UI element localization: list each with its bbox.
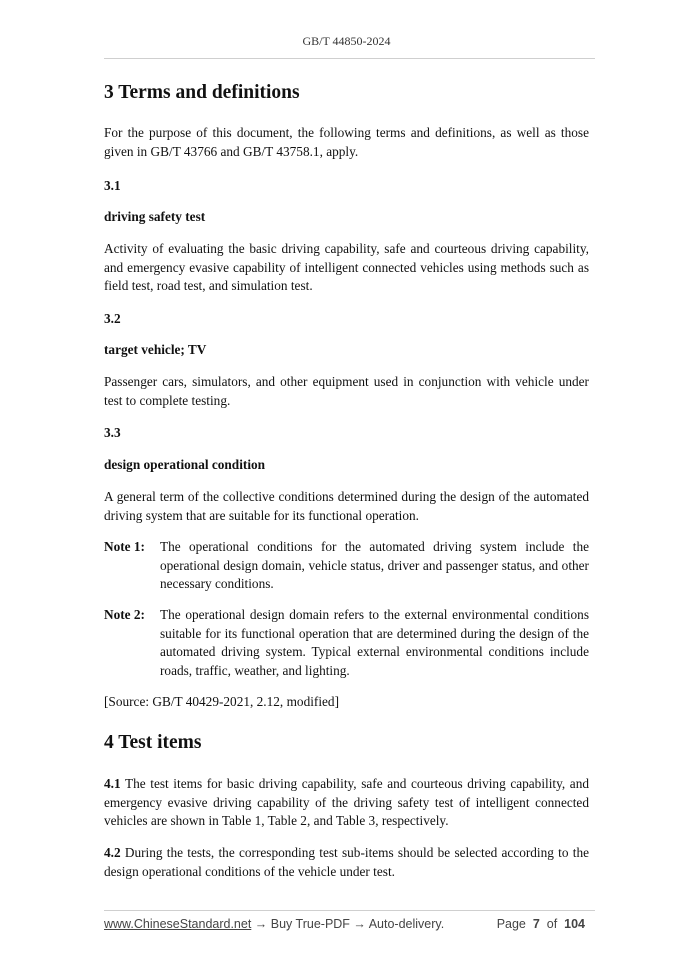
note-2-label: Note 2: [104,607,145,622]
clause-4-1-number: 4.1 [104,776,121,791]
clause-4-2-number: 4.2 [104,845,121,860]
page-total: 104 [564,917,585,931]
promo-text: → Buy True-PDF → Auto-delivery. [251,917,445,931]
note-1-label: Note 1: [104,539,145,554]
site-link[interactable]: www.ChineseStandard.net [104,917,252,931]
page-number [497,917,585,931]
term-3-1-definition: Activity of evaluating the basic driving capability, safe and courteous driving capability, and emergency evasive capability of intelligent connected vehicles using methods such as field test, road test, and simulation test. [104,241,589,293]
footer-divider [104,910,595,911]
clause-4-1-text: The test items for basic driving capability, safe and courteous driving capability, and emergency evasive driving capability of the driving safety test of intelligent connected vehicles are shown in Table 1, Table 2, and Table 3, respectively. [104,776,589,828]
clause-4-2-text: During the tests, the corresponding test sub-items should be selected according to the design operational conditions of the vehicle under test. [104,845,589,879]
clause-4-2 [104,844,589,881]
term-3-2-number: 3.2 [104,311,121,326]
page-of: of [546,917,558,931]
page-word: Page [496,917,526,931]
page-current: 7 [532,917,540,931]
document-id-header: GB/T 44850-2024 [302,34,391,48]
note-2-text: The operational design domain refers to the external environmental conditions suitable for its functional operation that are determined during the design of the automated driving system. Typical external environmental conditions include roads, traffic, weather, and lighting. [160,607,589,678]
section-3-heading: 3 Terms and definitions [104,82,300,103]
footer-promo [104,917,444,931]
section-4-heading: 4 Test items [104,732,202,753]
clause-4-1 [104,775,589,831]
header-divider [104,58,595,59]
term-3-3-source: [Source: GB/T 40429-2021, 2.12, modified] [104,694,340,709]
term-3-3-number: 3.3 [104,425,121,440]
term-3-3-definition: A general term of the collective conditions determined during the design of the automated driving system that are suitable for its functional operation. [104,489,589,523]
term-3-2-definition: Passenger cars, simulators, and other equipment used in conjunction with vehicle under test to complete testing. [104,374,589,408]
term-3-1-name: driving safety test [104,209,206,224]
note-1-text: The operational conditions for the automated driving system include the operational design domain, vehicle status, driver and passenger status, and other necessary conditions. [160,539,589,591]
term-3-1-number: 3.1 [104,178,121,193]
section-3-intro: For the purpose of this document, the following terms and definitions, as well as those given in GB/T 43766 and GB/T 43758.1, apply. [104,125,589,159]
term-3-2-name: target vehicle; TV [104,342,207,357]
term-3-3-name: design operational condition [104,457,266,472]
